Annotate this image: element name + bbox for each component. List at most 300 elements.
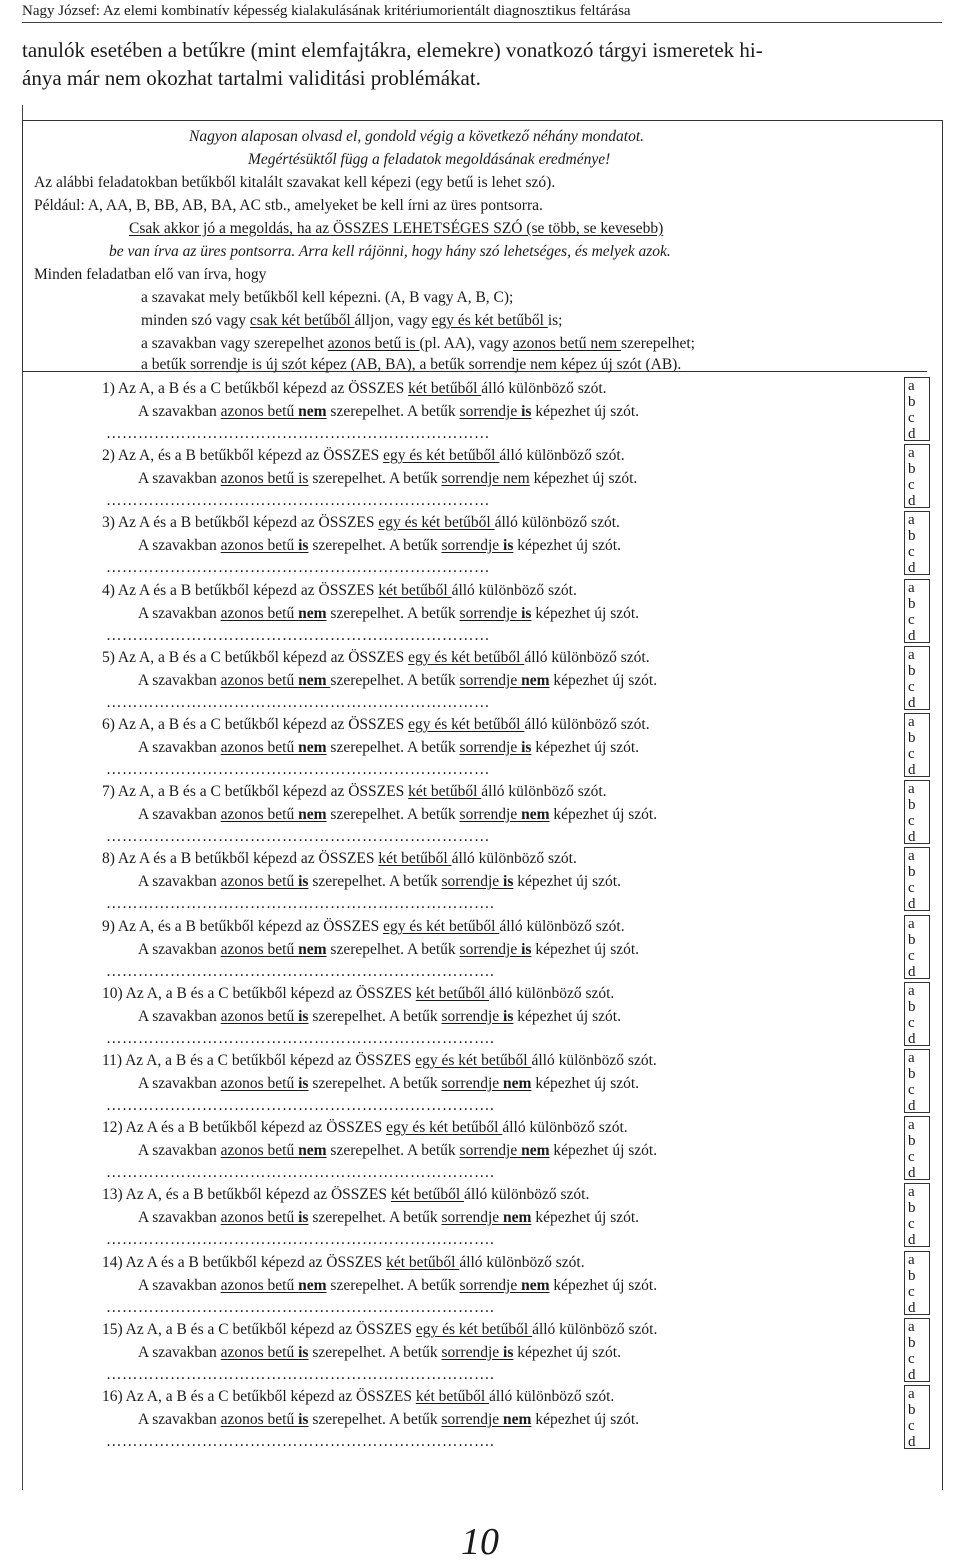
rule-emphasis: nem (521, 806, 550, 823)
task-order-rule (460, 739, 532, 756)
task-repeat-rule (221, 1008, 309, 1025)
score-letter: a (908, 512, 915, 528)
task-text: 3) Az A és a B betűkből képezd az ÖSSZES (102, 514, 379, 531)
answer-dotted-line[interactable]: ………………………………………………………………. (106, 1299, 495, 1316)
task-text: álló különböző szót. (451, 582, 577, 599)
rule-text: azonos betű (220, 403, 299, 420)
task-text: szerepelhet. A betűk (308, 1075, 442, 1092)
score-letter: a (908, 1319, 915, 1335)
rule-emphasis: nem (298, 672, 331, 689)
score-letter-box (904, 713, 930, 777)
task-text: 7) Az A, a B és a C betűkből képezd az ÖSSZES (102, 783, 409, 800)
rule-line (141, 311, 562, 331)
task-repeat-rule (221, 1411, 309, 1428)
answer-dotted-line[interactable]: ………………………………………………………………. (106, 1231, 495, 1248)
score-letter: d (908, 493, 916, 509)
score-letter: d (908, 1098, 916, 1114)
rule-text: azonos betű (220, 1344, 299, 1361)
rule-emphasis: is (521, 739, 532, 756)
task-text: A szavakban (138, 1411, 221, 1428)
task-order-rule (441, 873, 513, 890)
task-text: szerepelhet. A betűk (326, 605, 460, 622)
task-rule (138, 1208, 639, 1228)
score-letter: a (908, 1050, 915, 1066)
score-letter-box (904, 780, 930, 844)
task-repeat-rule (221, 672, 331, 689)
task-word-length: egy és két betűből (415, 1321, 533, 1338)
task-order-rule (441, 1344, 513, 1361)
task-rule (138, 805, 657, 825)
task-title (102, 648, 650, 668)
task-text: A szavakban (138, 941, 221, 958)
task-word-length: egy és két betűből (415, 1052, 532, 1069)
rule-emphasis: is (298, 1075, 309, 1092)
task-order-rule (441, 1008, 513, 1025)
score-letter: a (908, 445, 915, 461)
task-rule (138, 1007, 621, 1027)
score-letter-box (904, 1251, 930, 1315)
rule-text: sorrendje (459, 1277, 522, 1294)
task-text: 13) Az A, és a B betűkből képezd az ÖSSZES (102, 1186, 391, 1203)
score-letter: b (908, 1268, 916, 1284)
rule-text: azonos betű (220, 1142, 299, 1159)
rule-underlined: csak két betűből (249, 312, 355, 329)
task-rule (138, 1141, 657, 1161)
task-text: álló különböző szót. (489, 985, 615, 1002)
task-text: 8) Az A és a B betűkből képezd az ÖSSZES (102, 850, 379, 867)
rule-underlined: azonos betű nem (512, 335, 621, 352)
score-letter: d (908, 762, 916, 778)
score-letter: d (908, 1165, 916, 1181)
rule-emphasis: nem (503, 1209, 532, 1226)
score-letter: b (908, 1335, 916, 1351)
rule-emphasis: is (521, 403, 532, 420)
task-text: álló különböző szót. (481, 783, 607, 800)
rule-emphasis: nem (521, 1142, 550, 1159)
rule-text: sorrendje (441, 1209, 504, 1226)
score-letter: a (908, 1117, 915, 1133)
rule-text: (pl. AA), vagy (419, 335, 513, 352)
task-word-length: két betűből (415, 1388, 490, 1405)
instructions-box (22, 120, 943, 371)
task-word-length: két betűből (378, 850, 452, 867)
task-rule (138, 738, 639, 758)
task-text: képezhet új szót. (517, 537, 621, 554)
rule-underlined: azonos betű is (327, 335, 420, 352)
score-letter: c (908, 679, 915, 695)
task-order-rule (460, 403, 532, 420)
rule-text: azonos betű (220, 605, 299, 622)
answer-dotted-line[interactable]: ………………………………………………………………. (106, 963, 495, 980)
task-text: A szavakban (138, 1008, 221, 1025)
answer-dotted-line[interactable]: ……………………………………………………………… (106, 627, 490, 644)
instruction-line: Az alábbi feladatokban betűkből kitalált szavakat kell képezi (egy betű is lehet szó). (34, 174, 556, 191)
rule-text: sorrendje (441, 873, 504, 890)
answer-dotted-line[interactable]: ……………………………………………………………… (106, 694, 490, 711)
task-text: álló különböző szót. (524, 649, 650, 666)
task-text: álló különböző szót. (531, 1052, 657, 1069)
score-letter: a (908, 983, 915, 999)
task-text: A szavakban (138, 1075, 221, 1092)
instruction-line: Például: A, AA, B, BB, AB, BA, AC stb., amelyeket be kell írni az üres pontsorra. (34, 197, 543, 214)
task-repeat-rule (221, 403, 327, 420)
rule-emphasis: is (298, 1008, 309, 1025)
task-text: álló különböző szót. (499, 918, 625, 935)
rule-text: minden szó vagy (141, 312, 250, 329)
task-text: képezhet új szót. (535, 739, 640, 756)
task-word-length: két betűből (415, 985, 490, 1002)
answer-dotted-line[interactable]: ………………………………………………………………. (106, 1366, 495, 1383)
rule-text: azonos betű (220, 806, 299, 823)
task-order-rule (460, 1142, 550, 1159)
score-letter: c (908, 948, 915, 964)
score-letter: d (908, 1434, 916, 1450)
score-letter: c (908, 880, 915, 896)
task-rule (138, 872, 621, 892)
task-title (102, 1051, 657, 1071)
score-letter: c (908, 1015, 915, 1031)
rule-text: a betűk (141, 356, 191, 373)
score-letter: c (908, 746, 915, 762)
task-item (22, 1318, 902, 1384)
task-text: szerepelhet. A betűk (308, 537, 442, 554)
score-letter: b (908, 797, 916, 813)
rule-text: a szavakban vagy szerepelhet (141, 335, 328, 352)
rule-text: sorrendje (459, 739, 522, 756)
task-text: álló különböző szót. (532, 1321, 658, 1338)
task-order-rule (441, 537, 513, 554)
task-item (22, 511, 902, 577)
rule-text: azonos betű (220, 941, 299, 958)
task-rule (138, 604, 639, 624)
task-title (102, 379, 607, 399)
task-word-length: egy és két betűből (383, 447, 500, 464)
score-letter: a (908, 1252, 915, 1268)
task-text: képezhet új szót. (535, 941, 640, 958)
score-letter: d (908, 628, 916, 644)
task-title (102, 849, 577, 869)
task-text: szerepelhet. A betűk (308, 1411, 442, 1428)
rule-emphasis: nem (298, 806, 327, 823)
task-text: 4) Az A és a B betűkből képezd az ÖSSZES (102, 582, 379, 599)
task-word-length: két betűből (390, 1186, 465, 1203)
rule-line (141, 355, 681, 375)
score-letter: d (908, 1031, 916, 1047)
score-letter-box (904, 1183, 930, 1247)
task-title (102, 513, 620, 533)
score-letter: c (908, 813, 915, 829)
task-text: 16) Az A, a B és a C betűkből képezd az ÖSSZES (102, 1388, 416, 1405)
task-repeat-rule (221, 806, 327, 823)
task-rule (138, 469, 637, 489)
task-text: szerepelhet. A betűk (326, 806, 460, 823)
task-word-length: két betűből (386, 1254, 460, 1271)
score-letter: d (908, 426, 916, 442)
instruction-line: Nagyon alaposan olvasd el, gondold végig a következő néhány mondatot. (189, 128, 645, 145)
task-item (22, 915, 902, 981)
task-title (102, 782, 607, 802)
rule-text: sorrendje (441, 1008, 504, 1025)
rule-text: sorrendje (459, 672, 522, 689)
task-text: képezhet új szót. (533, 470, 638, 487)
rule-emphasis: is (503, 537, 514, 554)
task-repeat-rule (221, 1344, 309, 1361)
task-title (102, 1118, 628, 1138)
rule-line (141, 334, 695, 354)
task-text: 14) Az A és a B betűkből képezd az ÖSSZES (102, 1254, 387, 1271)
answer-dotted-line[interactable]: ………………………………………………………………. (106, 1097, 495, 1114)
task-repeat-rule (221, 470, 309, 487)
score-letter-box (904, 1385, 930, 1449)
score-letter: c (908, 1284, 915, 1300)
task-text: képezhet új szót. (553, 1142, 658, 1159)
instructions-divider (22, 371, 927, 372)
task-text: képezhet új szót. (517, 873, 621, 890)
task-text: A szavakban (138, 873, 221, 890)
task-text: 12) Az A és a B betűkből képezd az ÖSSZES (102, 1119, 387, 1136)
task-rule (138, 1410, 639, 1430)
score-letter: c (908, 1082, 915, 1098)
task-word-length: két betűből (408, 783, 482, 800)
task-text: álló különböző szót. (499, 447, 625, 464)
score-letter-box (904, 1049, 930, 1113)
task-order-rule (460, 941, 532, 958)
score-letter: c (908, 1216, 915, 1232)
task-text: álló különböző szót. (481, 380, 607, 397)
task-text: A szavakban (138, 605, 221, 622)
task-title (102, 446, 625, 466)
task-text: 5) Az A, a B és a C betűkből képezd az ÖSSZES (102, 649, 409, 666)
task-title (102, 984, 614, 1004)
score-letter: c (908, 1351, 915, 1367)
rule-emphasis: is (503, 1008, 514, 1025)
answer-dotted-line[interactable]: ……………………………………………………………… (106, 425, 490, 442)
task-rule (138, 940, 639, 960)
answer-dotted-line[interactable]: ……………………………………………………………… (106, 492, 490, 509)
task-rule (138, 671, 657, 691)
task-text: álló különböző szót. (494, 514, 620, 531)
rule-text: sorrendje (459, 605, 522, 622)
task-text: álló különböző szót. (451, 850, 577, 867)
task-text: A szavakban (138, 1344, 221, 1361)
running-header: Nagy József: Az elemi kombinatív képesség kialakulásának kritériumorientált diagnosztikus feltárása (22, 0, 942, 23)
task-text: 11) Az A, a B és a C betűkből képezd az ÖSSZES (102, 1052, 416, 1069)
score-letter-box (904, 579, 930, 643)
rule-text: szerepelhet; (620, 335, 695, 352)
task-item (22, 713, 902, 779)
score-letter: b (908, 1133, 916, 1149)
rule-emphasis: is (298, 1411, 309, 1428)
task-text: 9) Az A, és a B betűkből képezd az ÖSSZES (102, 918, 384, 935)
score-letter: c (908, 1418, 915, 1434)
answer-dotted-line[interactable]: ……………………………………………………………… (106, 761, 490, 778)
task-item (22, 444, 902, 510)
score-letter: a (908, 848, 915, 864)
task-text: képezhet új szót. (535, 605, 640, 622)
task-word-length: egy és két betűből (408, 716, 525, 733)
task-text: szerepelhet. A betűk (326, 1142, 460, 1159)
task-text: A szavakban (138, 1142, 221, 1159)
rule-text: is; (547, 312, 563, 329)
score-letter: b (908, 730, 916, 746)
task-repeat-rule (221, 1142, 327, 1159)
rule-emphasis: nem (503, 1411, 532, 1428)
rule-underlined: egy és két betűből (431, 312, 548, 329)
answer-dotted-line[interactable]: ……………………………………………………………… (106, 828, 490, 845)
score-letter-box (904, 915, 930, 979)
answer-dotted-line[interactable]: ……………………………………………………………… (106, 559, 490, 576)
score-letter-box (904, 1116, 930, 1180)
rule-text: új szót képez (AB, BA), a betűk (265, 356, 469, 373)
score-letter: b (908, 1402, 916, 1418)
task-text: A szavakban (138, 537, 221, 554)
task-word-length: két betűből (408, 380, 482, 397)
task-item (22, 579, 902, 645)
instruction-line: be van írva az üres pontsorra. Arra kell rájönni, hogy hány szó lehetséges, és melyek azok. (109, 243, 671, 260)
rule-emphasis: nem (298, 403, 327, 420)
task-text: A szavakban (138, 739, 221, 756)
task-item (22, 1116, 902, 1182)
task-item (22, 1251, 902, 1317)
answer-dotted-line[interactable]: ………………………………………………………………. (106, 1030, 495, 1047)
score-letter-box (904, 377, 930, 441)
task-text: szerepelhet. A betűk (308, 1344, 442, 1361)
rule-text: azonos betű is (220, 470, 309, 487)
score-letter-box (904, 646, 930, 710)
task-item (22, 982, 902, 1048)
score-letter: c (908, 544, 915, 560)
task-text: szerepelhet. A betűk (308, 1209, 442, 1226)
task-item (22, 1385, 902, 1451)
task-text: 15) Az A, a B és a C betűkből képezd az ÖSSZES (102, 1321, 416, 1338)
rule-emphasis: nem (298, 605, 327, 622)
score-letter: b (908, 461, 916, 477)
rule-text: sorrendje (459, 403, 522, 420)
task-rule (138, 536, 621, 556)
task-text: szerepelhet. A betűk (326, 941, 460, 958)
task-text: 10) Az A, a B és a C betűkből képezd az ÖSSZES (102, 985, 416, 1002)
task-text: 1) Az A, a B és a C betűkből képezd az ÖSSZES (102, 380, 409, 397)
task-order-rule (441, 1075, 531, 1092)
intro-line: ánya már nem okozhat tartalmi validitási problémákat. (22, 66, 481, 90)
instruction-line: Megértésüktől függ a feladatok megoldásának eredménye! (248, 151, 611, 168)
rule-text: azonos betű (220, 672, 299, 689)
task-text: képezhet új szót. (517, 1008, 621, 1025)
task-text: szerepelhet. A betűk (326, 403, 460, 420)
task-text: szerepelhet. A betűk (326, 1277, 460, 1294)
score-letter: d (908, 1367, 916, 1383)
score-letter-box (904, 511, 930, 575)
task-repeat-rule (221, 537, 309, 554)
score-letter: a (908, 916, 915, 932)
task-text: szerepelhet. A betűk (308, 1008, 442, 1025)
task-rule (138, 402, 639, 422)
task-text: képezhet új szót. (535, 403, 640, 420)
task-order-rule (441, 1411, 531, 1428)
task-item (22, 847, 902, 913)
task-rule (138, 1276, 657, 1296)
rule-text: sorrendje (459, 1142, 522, 1159)
score-letter: d (908, 695, 916, 711)
score-letter: d (908, 829, 916, 845)
score-letter: d (908, 1300, 916, 1316)
task-order-rule (460, 605, 532, 622)
score-letter: b (908, 1066, 916, 1082)
score-letter: d (908, 1232, 916, 1248)
answer-dotted-line[interactable]: ………………………………………………………………. (106, 1433, 495, 1450)
task-repeat-rule (221, 873, 309, 890)
rule-text: azonos betű (220, 1411, 299, 1428)
rule-text: sorrendje (459, 806, 522, 823)
task-repeat-rule (221, 1209, 309, 1226)
task-item (22, 1183, 902, 1249)
rule-text: sorrendje (441, 1411, 504, 1428)
task-repeat-rule (221, 1277, 327, 1294)
task-title (102, 917, 625, 937)
task-text: képezhet új szót. (553, 672, 658, 689)
instruction-line: Minden feladatban elő van írva, hogy (34, 266, 267, 283)
task-word-length: egy és két betűből (383, 918, 500, 935)
rule-emphasis: is (298, 1344, 309, 1361)
task-item (22, 377, 902, 443)
answer-dotted-line[interactable]: ………………………………………………………………. (106, 895, 495, 912)
task-repeat-rule (221, 941, 327, 958)
task-text: A szavakban (138, 1277, 221, 1294)
score-letter-box (904, 444, 930, 508)
intro-line: tanulók esetében a betűkre (mint elemfajtákra, elemekre) vonatkozó tárgyi ismeretek hi- (22, 38, 763, 62)
task-title (102, 1320, 657, 1340)
task-text: szerepelhet. A betűk (308, 470, 442, 487)
score-letter: a (908, 378, 915, 394)
task-text: szerepelhet. A betűk (308, 873, 442, 890)
rule-emphasis: nem (503, 1075, 532, 1092)
task-text: A szavakban (138, 1209, 221, 1226)
task-text: A szavakban (138, 470, 221, 487)
score-letter: b (908, 1200, 916, 1216)
score-letter-box (904, 847, 930, 911)
rule-text: azonos betű (220, 873, 299, 890)
task-title (102, 581, 577, 601)
score-letter: b (908, 394, 916, 410)
score-letter: b (908, 932, 916, 948)
score-letter-box (904, 1318, 930, 1382)
rule-text: azonos betű (220, 739, 299, 756)
score-letter: a (908, 647, 915, 663)
rule-text: sorrendje (459, 941, 522, 958)
task-text: álló különböző szót. (524, 716, 650, 733)
task-text: álló különböző szót. (489, 1388, 615, 1405)
task-order-rule (460, 806, 550, 823)
rule-text: sorrendje nem (441, 470, 530, 487)
task-text: álló különböző szót. (464, 1186, 590, 1203)
rule-emphasis: nem (298, 941, 327, 958)
score-letter: d (908, 896, 916, 912)
rule-text: azonos betű (220, 537, 299, 554)
task-order-rule (441, 470, 529, 487)
answer-dotted-line[interactable]: ………………………………………………………………. (106, 1164, 495, 1181)
task-title (102, 1185, 589, 1205)
task-text: 6) Az A, a B és a C betűkből képezd az ÖSSZES (102, 716, 409, 733)
score-letter: c (908, 612, 915, 628)
task-text: szerepelhet. A betűk (326, 739, 460, 756)
rule-emphasis: nem (521, 672, 550, 689)
instruction-line: Csak akkor jó a megoldás, ha az ÖSSZES LEHETSÉGES SZÓ (se több, se kevesebb) (129, 220, 664, 237)
rule-text: sorrendje (441, 1344, 504, 1361)
rule-underlined: sorrendje is (190, 356, 266, 373)
task-order-rule (460, 1277, 550, 1294)
score-letter: b (908, 596, 916, 612)
task-text: képezhet új szót. (553, 1277, 658, 1294)
